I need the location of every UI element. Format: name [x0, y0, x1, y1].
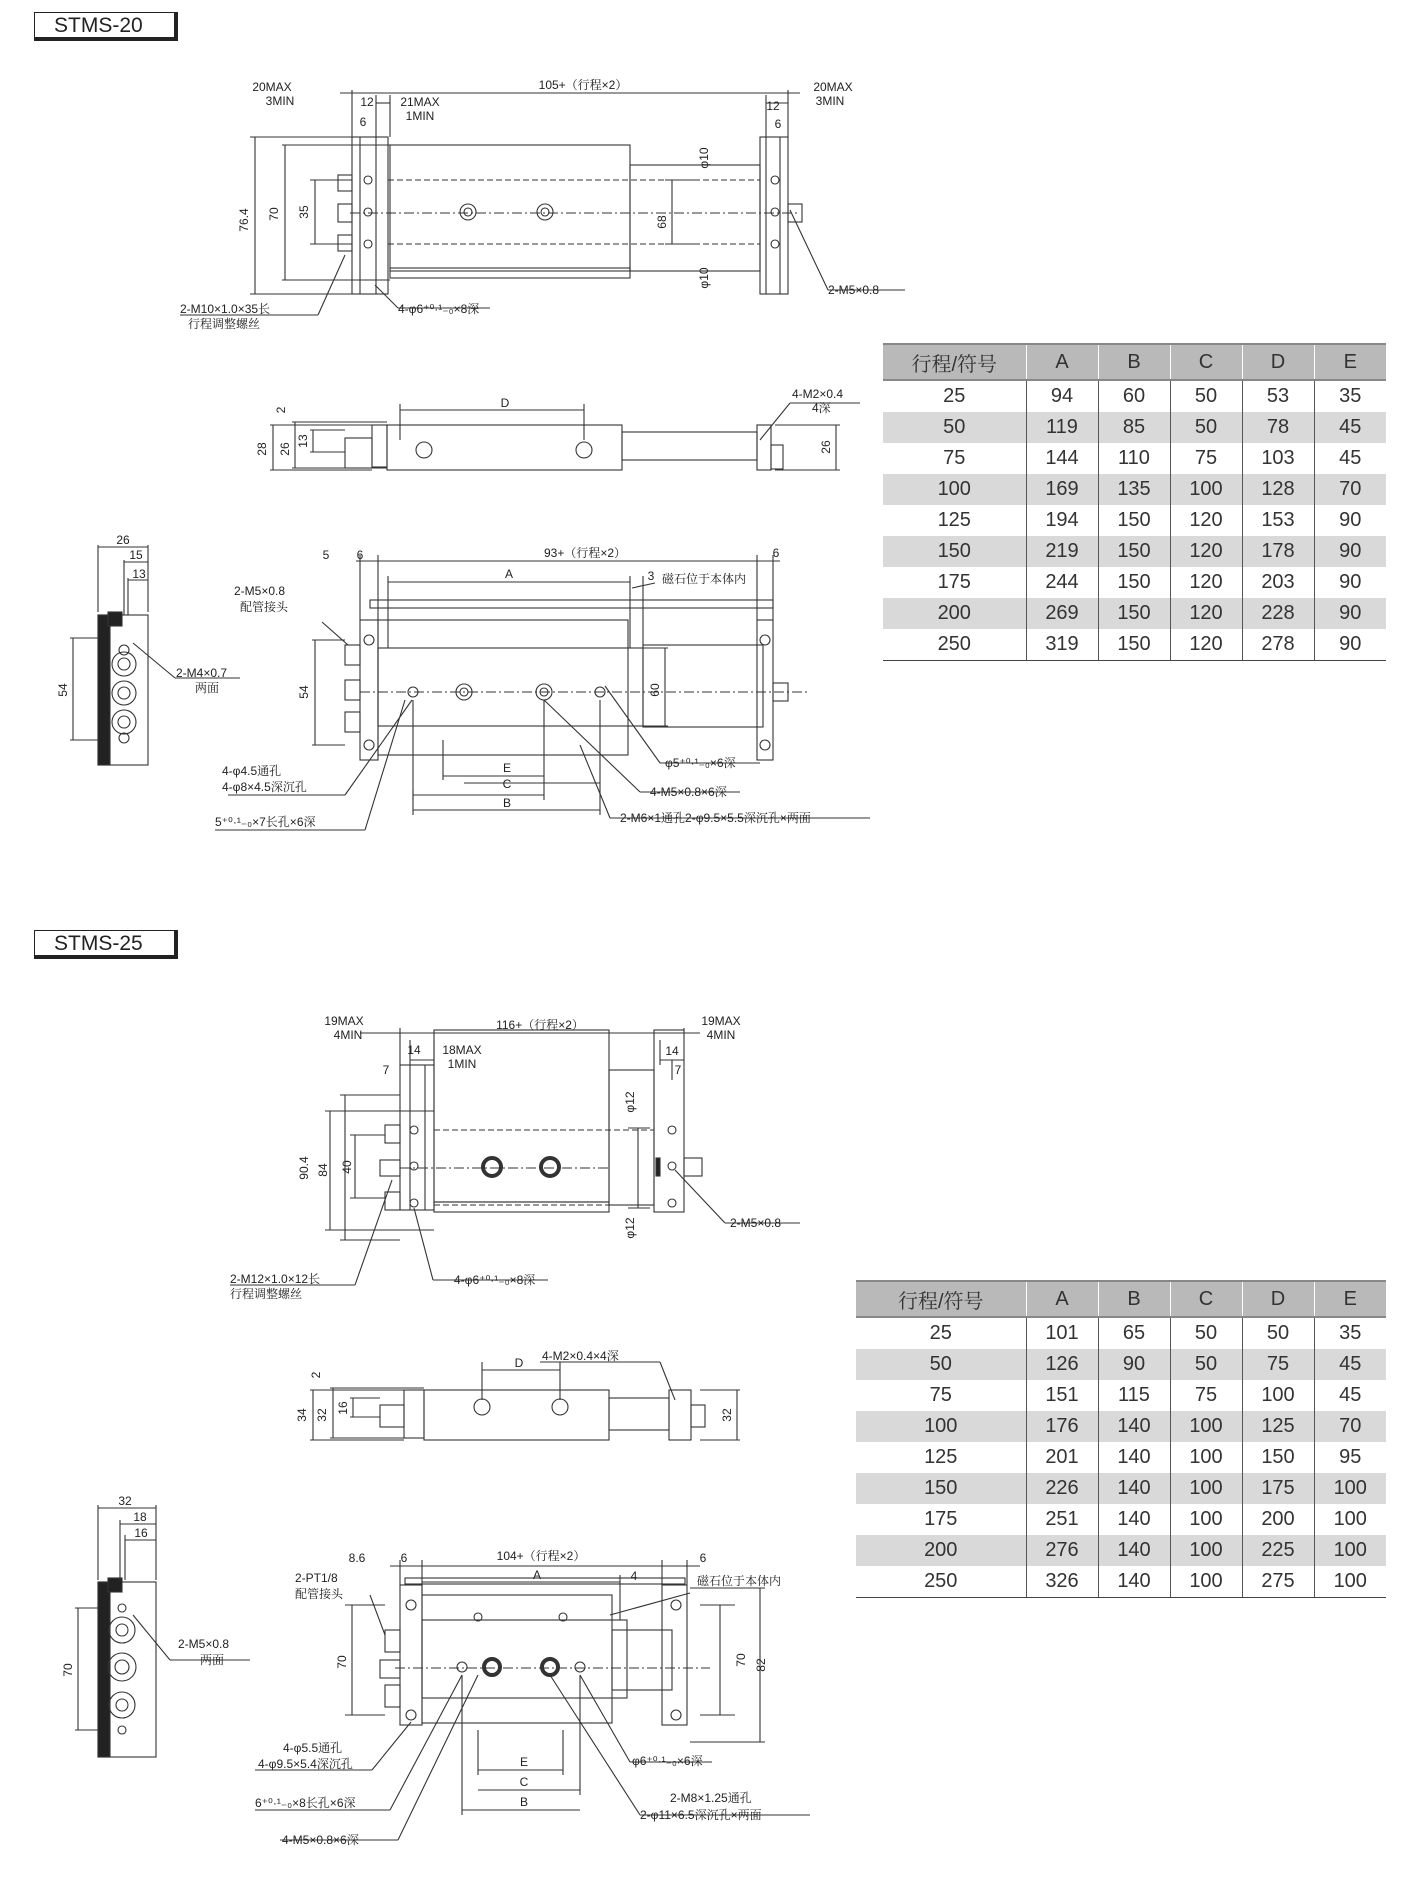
table-cell: 128	[1242, 474, 1314, 505]
bottom-view-drawing	[215, 555, 870, 830]
table-row	[856, 1349, 1386, 1380]
table-row	[856, 1473, 1386, 1504]
end-view-drawing	[70, 545, 240, 765]
table-row	[856, 1442, 1386, 1473]
table-cell: 219	[1026, 536, 1098, 567]
table-cell: 75	[1170, 1380, 1242, 1411]
table-cell: 150	[1098, 567, 1170, 598]
table-cell: 60	[1098, 380, 1170, 412]
dim-label: 32	[720, 1408, 734, 1422]
dim-label: φ12	[623, 1091, 637, 1113]
table-cell: 120	[1170, 598, 1242, 629]
table-cell: 251	[1026, 1504, 1098, 1535]
callout-label: 2-M5×0.8	[234, 584, 286, 598]
table-cell: 140	[1098, 1411, 1170, 1442]
table-header: C	[1170, 344, 1242, 380]
dim-label: 4MIN	[706, 1028, 736, 1042]
dim-label: 116+（行程×2）	[496, 1018, 584, 1032]
end-view-drawing	[75, 1505, 250, 1757]
dim-label: 12	[360, 95, 374, 109]
table-header-row	[883, 344, 1386, 380]
model-section-stms-25	[0, 930, 1425, 1895]
dim-label: 4	[630, 1569, 638, 1583]
table-cell: 226	[1026, 1473, 1098, 1504]
callout-label: 2-M8×1.25通孔	[670, 1791, 752, 1805]
table-cell: 201	[1026, 1442, 1098, 1473]
table-cell: 176	[1026, 1411, 1098, 1442]
dim-label: 34	[295, 1408, 309, 1422]
dim-label: 14	[407, 1043, 421, 1057]
dim-label: A	[504, 567, 514, 581]
table-cell: 275	[1242, 1566, 1314, 1598]
table-cell: 135	[1098, 474, 1170, 505]
dim-label: 16	[336, 1401, 350, 1415]
dim-label: 82	[754, 1658, 768, 1672]
dim-label: 19MAX	[701, 1014, 741, 1028]
callout-label: φ5⁺⁰·¹₋₀×6深	[665, 756, 736, 770]
dim-label: 20MAX	[252, 80, 292, 94]
table-cell: 103	[1242, 443, 1314, 474]
table-cell: 144	[1026, 443, 1098, 474]
callout-label: 磁石位于本体内	[662, 572, 747, 586]
dim-label: 60	[648, 683, 662, 697]
callout-label: φ6⁺⁰·¹₋₀×6深	[632, 1754, 703, 1768]
dim-label: 7	[382, 1063, 390, 1077]
table-header: C	[1170, 1281, 1242, 1317]
dim-label: 68	[655, 215, 669, 229]
callout-label: 5⁺⁰·¹₋₀×7长孔×6深	[215, 815, 316, 829]
table-row	[883, 567, 1386, 598]
table-cell: 100	[1314, 1473, 1386, 1504]
spec-table	[856, 1280, 1386, 1598]
dim-label: 93+（行程×2）	[543, 546, 627, 560]
dim-label: 35	[297, 205, 311, 219]
dim-label: 54	[297, 685, 311, 699]
table-cell: 169	[1026, 474, 1098, 505]
table-cell: 151	[1026, 1380, 1098, 1411]
dim-label: 4MIN	[333, 1028, 363, 1042]
callout-label: 2-M12×1.0×12长	[230, 1272, 321, 1286]
callout-label: 4-φ5.5通孔	[283, 1741, 343, 1755]
dim-label: E	[519, 1755, 529, 1769]
callout-label: 6⁺⁰·¹₋₀×8长孔×6深	[255, 1796, 356, 1810]
table-cell: 125	[937, 509, 971, 531]
dim-label: 3MIN	[265, 94, 295, 108]
table-header: A	[1026, 1281, 1098, 1317]
table-cell: 200	[1242, 1504, 1314, 1535]
table-cell: 94	[1026, 380, 1098, 412]
table-cell: 35	[1314, 1317, 1386, 1349]
table-cell: 228	[1242, 598, 1314, 629]
table-cell: 200	[883, 598, 1026, 629]
table-header: A	[1026, 344, 1098, 380]
table-cell: 276	[1026, 1535, 1098, 1566]
table-cell: 50	[1170, 1349, 1242, 1380]
table-cell: 203	[1242, 567, 1314, 598]
callout-label: 4-M2×0.4	[792, 387, 844, 401]
table-cell: 150	[1098, 536, 1170, 567]
table-cell: 140	[1098, 1535, 1170, 1566]
table-cell: 119	[1026, 412, 1098, 443]
dim-label: 6	[356, 548, 364, 562]
dim-label: 28	[255, 442, 269, 456]
table-cell: 178	[1242, 536, 1314, 567]
dim-label: 70	[734, 1653, 748, 1667]
callout-label: 2-M5×0.8	[730, 1216, 782, 1230]
callout-label: 2-φ11×6.5深沉孔×两面	[640, 1808, 762, 1822]
dim-label: 90.4	[297, 1156, 311, 1180]
dim-label: 104+（行程×2）	[496, 1549, 586, 1563]
side-view-drawing	[270, 403, 860, 470]
dim-label: φ10	[697, 147, 711, 169]
table-header: E	[1314, 344, 1386, 380]
table-cell: 153	[1242, 505, 1314, 536]
callout-label: 2-M6×1通孔2-φ9.5×5.5深沉孔×两面	[620, 811, 811, 825]
dim-label: 32	[118, 1494, 132, 1508]
table-row	[883, 536, 1386, 567]
table-cell: 50	[1170, 1317, 1242, 1349]
dim-label: 70	[267, 207, 281, 221]
dim-label: 21MAX	[400, 95, 440, 109]
model-section-stms-20	[0, 0, 1425, 930]
table-cell: 120	[1170, 567, 1242, 598]
table-cell: 150	[1098, 505, 1170, 536]
dim-label: E	[502, 761, 512, 775]
table-cell: 100	[1314, 1535, 1386, 1566]
model-tag: STMS-25	[34, 930, 178, 959]
table-cell: 45	[1314, 443, 1386, 474]
dim-label: 13	[296, 434, 310, 448]
callout-label: 4-φ6⁺⁰·¹₋₀×8深	[454, 1273, 536, 1287]
top-view-drawing	[230, 1028, 800, 1285]
table-cell: 78	[1242, 412, 1314, 443]
dim-label: 6	[400, 1551, 408, 1565]
table-row	[883, 598, 1386, 629]
table-cell: 225	[1242, 1535, 1314, 1566]
dim-label: 2	[274, 406, 288, 414]
table-row	[883, 443, 1386, 474]
dim-label: 3MIN	[815, 94, 845, 108]
callout-label: 配管接头	[240, 600, 289, 614]
table-cell: 75	[929, 1384, 952, 1406]
dim-label: 13	[132, 567, 146, 581]
table-cell: 115	[1098, 1380, 1170, 1411]
table-cell: 75	[943, 447, 966, 469]
callout-label: 2-M4×0.7	[176, 666, 228, 680]
table-cell: 95	[1314, 1442, 1386, 1473]
table-cell: 65	[1098, 1317, 1170, 1349]
dim-label: 6	[772, 546, 780, 560]
callout-label: 2-PT1/8	[295, 1571, 338, 1585]
table-header: B	[1098, 344, 1170, 380]
table-cell: 70	[1314, 1411, 1386, 1442]
dim-label: 6	[359, 115, 367, 129]
dim-label: A	[532, 1568, 542, 1582]
table-cell: 50	[856, 1349, 1026, 1380]
table-cell: 278	[1242, 629, 1314, 661]
table-row	[883, 474, 1386, 505]
table-row	[883, 380, 1386, 412]
callout-label: 2-M5×0.8	[828, 283, 880, 297]
table-row	[856, 1380, 1386, 1411]
dim-label: 84	[316, 1163, 330, 1177]
table-cell: 150	[1242, 1442, 1314, 1473]
dim-label: φ12	[623, 1217, 637, 1239]
model-tag: STMS-20	[34, 12, 178, 41]
table-header: 行程/符号	[856, 1281, 1026, 1317]
table-cell: 75	[1242, 1349, 1314, 1380]
table-row	[856, 1535, 1386, 1566]
table-cell: 90	[1314, 629, 1386, 661]
table-header: D	[1242, 344, 1314, 380]
callout-label: 2-M10×1.0×35长	[180, 302, 271, 316]
table-cell: 45	[1314, 412, 1386, 443]
table-cell: 50	[1170, 380, 1242, 412]
table-cell: 100	[1170, 1535, 1242, 1566]
callout-label: 4-M5×0.8×6深	[282, 1833, 359, 1847]
dim-label: 1MIN	[447, 1057, 477, 1071]
table-cell: 100	[1314, 1504, 1386, 1535]
callout-label: 行程调整螺丝	[188, 317, 261, 331]
dim-label: 5	[322, 548, 330, 562]
table-cell: 194	[1026, 505, 1098, 536]
table-cell: 25	[943, 385, 966, 407]
dim-label: 26	[819, 440, 833, 454]
dim-label: 2	[309, 1371, 323, 1379]
table-cell: 100	[856, 1411, 1026, 1442]
table-cell: 120	[1170, 629, 1242, 661]
dim-label: 6	[699, 1551, 707, 1565]
callout-label: 4-φ8×4.5深沉孔	[222, 780, 307, 794]
dim-label: D	[500, 396, 510, 410]
callout-label: 4-M2×0.4×4深	[542, 1349, 619, 1363]
callout-label: 4-φ6⁺⁰·¹₋₀×8深	[398, 302, 480, 316]
table-cell: 100	[1242, 1380, 1314, 1411]
table-cell: 319	[1026, 629, 1098, 661]
table-cell: 53	[1242, 380, 1314, 412]
dim-label: 26	[116, 533, 130, 547]
table-cell: 120	[1170, 536, 1242, 567]
dim-label: D	[514, 1356, 524, 1370]
table-cell: 244	[1026, 567, 1098, 598]
table-cell: 90	[1314, 598, 1386, 629]
table-header-row	[856, 1281, 1386, 1317]
table-row	[883, 629, 1386, 661]
table-cell: 140	[1098, 1442, 1170, 1473]
table-header: B	[1098, 1281, 1170, 1317]
dim-label: 70	[335, 1655, 349, 1669]
callout-label: 4深	[812, 401, 831, 415]
table-cell: 269	[1026, 598, 1098, 629]
dim-label: 40	[340, 1160, 354, 1174]
spec-table	[883, 343, 1386, 661]
dim-label: φ10	[697, 267, 711, 289]
table-cell: 90	[1314, 567, 1386, 598]
table-cell: 175	[1242, 1473, 1314, 1504]
dim-label: C	[519, 1775, 529, 1789]
dim-label: 70	[61, 1663, 75, 1677]
table-cell: 50	[883, 412, 1026, 443]
table-cell: 140	[1098, 1566, 1170, 1598]
table-cell: 35	[1314, 380, 1386, 412]
table-row	[883, 505, 1386, 536]
table-row	[856, 1411, 1386, 1442]
dim-label: 19MAX	[324, 1014, 364, 1028]
table-cell: 85	[1098, 412, 1170, 443]
callout-label: 两面	[200, 1653, 225, 1667]
callout-label: 4-φ9.5×5.4深沉孔	[258, 1757, 353, 1771]
callout-label: 4-M5×0.8×6深	[650, 785, 727, 799]
table-cell: 90	[1314, 536, 1386, 567]
table-cell: 150	[1098, 598, 1170, 629]
dim-label: 14	[665, 1044, 679, 1058]
dim-label: 105+（行程×2）	[538, 78, 628, 92]
table-row	[856, 1566, 1386, 1598]
table-cell: 50	[1170, 412, 1242, 443]
table-cell: 101	[1026, 1317, 1098, 1349]
table-cell: 120	[1170, 505, 1242, 536]
table-cell: 200	[856, 1535, 1026, 1566]
table-cell: 175	[924, 1508, 958, 1530]
side-view-drawing	[310, 1362, 740, 1440]
table-cell: 175	[937, 571, 971, 593]
dim-label: 12	[766, 99, 780, 113]
table-cell: 150	[883, 536, 1026, 567]
dim-label: C	[502, 777, 512, 791]
table-cell: 100	[1170, 1473, 1242, 1504]
dim-label: 18MAX	[442, 1043, 482, 1057]
table-cell: 326	[1026, 1566, 1098, 1598]
dim-label: 76.4	[237, 208, 251, 232]
table-cell: 100	[1170, 1442, 1242, 1473]
dim-label: 54	[56, 683, 70, 697]
dim-label: 7	[674, 1063, 682, 1077]
table-cell: 90	[1314, 505, 1386, 536]
dim-label: 8.6	[348, 1551, 366, 1565]
table-cell: 125	[924, 1446, 958, 1468]
table-cell: 150	[1098, 629, 1170, 661]
table-header: E	[1314, 1281, 1386, 1317]
table-cell: 45	[1314, 1380, 1386, 1411]
table-row	[856, 1317, 1386, 1349]
table-cell: 250	[883, 629, 1026, 661]
dim-label: 15	[129, 548, 143, 562]
callout-label: 两面	[195, 681, 220, 695]
callout-label: 配管接头	[295, 1587, 344, 1601]
callout-label: 4-φ4.5通孔	[222, 764, 282, 778]
table-cell: 100	[1170, 1504, 1242, 1535]
table-cell: 110	[1098, 443, 1170, 474]
dim-label: 18	[133, 1510, 147, 1524]
table-cell: 100	[1314, 1566, 1386, 1598]
table-cell: 125	[1242, 1411, 1314, 1442]
table-cell: 140	[1098, 1504, 1170, 1535]
dim-label: 16	[134, 1526, 148, 1540]
dim-label: 26	[278, 442, 292, 456]
table-cell: 90	[1098, 1349, 1170, 1380]
table-cell: 100	[1170, 1411, 1242, 1442]
callout-label: 行程调整螺丝	[230, 1287, 303, 1301]
table-header: 行程/符号	[883, 344, 1026, 380]
dim-label: B	[502, 796, 512, 810]
table-cell: 100	[1170, 474, 1242, 505]
dim-label: 1MIN	[405, 109, 435, 123]
table-cell: 45	[1314, 1349, 1386, 1380]
dim-label: B	[519, 1795, 529, 1809]
table-row	[856, 1504, 1386, 1535]
top-view-drawing	[180, 90, 905, 315]
callout-label: 2-M5×0.8	[178, 1637, 230, 1651]
table-cell: 100	[883, 474, 1026, 505]
table-cell: 70	[1314, 474, 1386, 505]
dim-label: 3	[647, 569, 655, 583]
table-cell: 25	[929, 1322, 952, 1344]
dim-label: 6	[774, 117, 782, 131]
table-cell: 100	[1170, 1566, 1242, 1598]
callout-label: 磁石位于本体内	[697, 1574, 782, 1588]
table-cell: 126	[1026, 1349, 1098, 1380]
table-cell: 50	[1242, 1317, 1314, 1349]
table-row	[883, 412, 1386, 443]
table-cell: 75	[1170, 443, 1242, 474]
table-cell: 250	[856, 1566, 1026, 1598]
table-cell: 150	[856, 1473, 1026, 1504]
table-cell: 140	[1098, 1473, 1170, 1504]
table-header: D	[1242, 1281, 1314, 1317]
dim-label: 20MAX	[813, 80, 853, 94]
dim-label: 32	[315, 1408, 329, 1422]
